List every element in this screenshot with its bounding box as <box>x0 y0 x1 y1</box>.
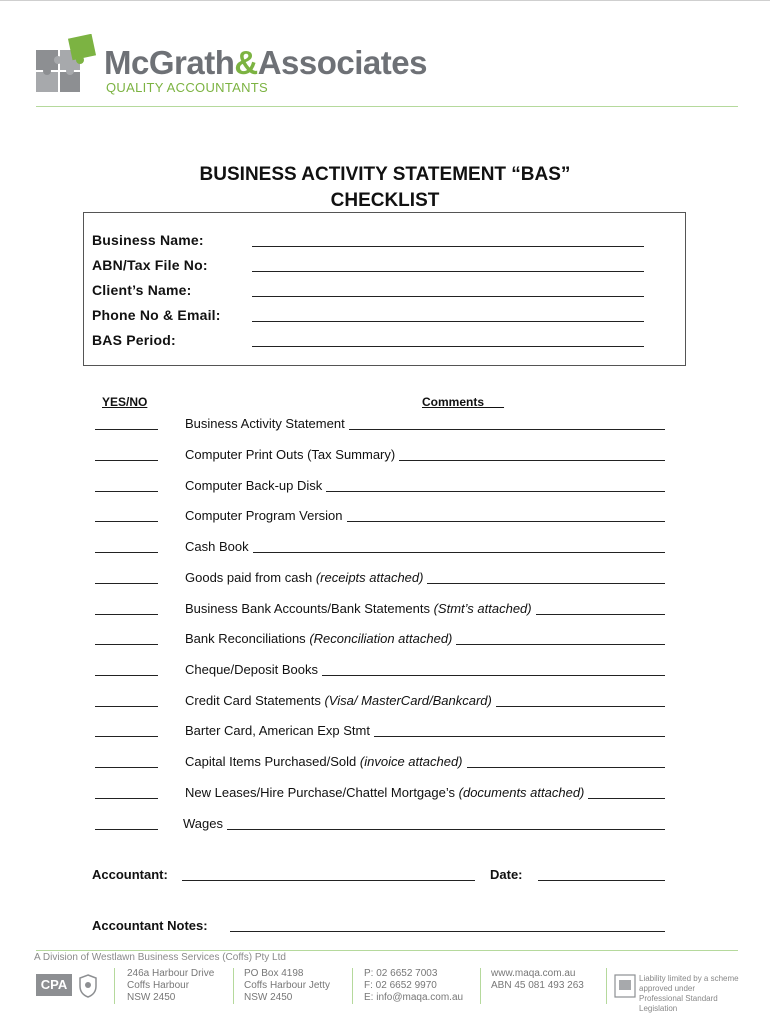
date-label: Date: <box>490 867 523 882</box>
item-name: Computer Program Version <box>185 508 343 523</box>
yes-no-column-header: YES/NO <box>102 395 148 409</box>
yes-no-field[interactable] <box>95 736 158 737</box>
item-note: (documents attached) <box>458 785 585 800</box>
client-name-field[interactable] <box>252 296 644 297</box>
item-name: Capital Items Purchased/Sold <box>185 754 357 769</box>
yes-no-field[interactable] <box>95 521 158 522</box>
document-title-line2: CHECKLIST <box>330 190 440 211</box>
client-name-label: Client’s Name: <box>92 282 192 298</box>
item-name: Barter Card, American Exp Stmt <box>185 723 370 738</box>
footer-col-divider <box>352 968 353 1004</box>
checklist-item-label <box>185 785 588 800</box>
item-name: Cash Book <box>185 539 249 554</box>
footer-contact: P: 02 6652 7003 F: 02 6652 9970 E: info@maqa.com.au <box>364 968 464 1003</box>
item-name: Goods paid from cash <box>185 570 313 585</box>
item-name: Computer Back-up Disk <box>185 478 323 493</box>
top-border <box>0 0 770 1</box>
accountant-label: Accountant: <box>92 867 168 882</box>
document-title-line1: BUSINESS ACTIVITY STATEMENT “BAS” <box>199 164 571 185</box>
yes-no-field[interactable] <box>95 706 158 707</box>
item-note: (receipts attached) <box>315 570 424 585</box>
item-name: Cheque/Deposit Books <box>185 662 318 677</box>
checklist-item-label <box>185 416 349 431</box>
checklist-item-label <box>185 508 347 523</box>
header-divider <box>36 106 738 107</box>
bas-period-label: BAS Period: <box>92 332 176 348</box>
yes-no-field[interactable] <box>95 429 158 430</box>
checklist-item-label <box>185 754 467 769</box>
item-note: (Reconciliation attached) <box>309 631 453 646</box>
item-name: Bank Reconciliations <box>185 631 306 646</box>
accountant-notes-field[interactable] <box>230 931 665 932</box>
footer-web-abn: www.maqa.com.au ABN 45 081 493 263 <box>491 968 584 991</box>
checklist-item-label <box>185 478 326 493</box>
footer-address: 246a Harbour Drive Coffs Harbour NSW 2450 <box>127 968 215 1003</box>
yes-no-field[interactable] <box>95 614 158 615</box>
item-name: Credit Card Statements <box>185 693 321 708</box>
yes-no-field[interactable] <box>95 583 158 584</box>
checklist-item-label <box>185 662 322 677</box>
checklist-item-label <box>183 816 227 831</box>
item-name: Business Activity Statement <box>185 416 345 431</box>
yes-no-field[interactable] <box>95 675 158 676</box>
accountant-notes-label: Accountant Notes: <box>92 918 208 933</box>
accountant-field[interactable] <box>182 880 475 881</box>
checklist-item-label <box>185 570 427 585</box>
comment-field[interactable] <box>185 552 665 553</box>
yes-no-field[interactable] <box>95 491 158 492</box>
yes-no-field[interactable] <box>95 644 158 645</box>
item-name: New Leases/Hire Purchase/Chattel Mortgage’s <box>185 785 456 800</box>
company-logo-text: McGrath&Associates <box>104 44 427 81</box>
item-note: (invoice attached) <box>359 754 463 769</box>
date-field[interactable] <box>538 880 665 881</box>
comments-column-header: Comments <box>422 395 485 409</box>
checklist-item-label <box>185 723 374 738</box>
cpa-logo: CPA <box>36 974 72 996</box>
phone-email-field[interactable] <box>252 321 644 322</box>
yes-no-field[interactable] <box>95 552 158 553</box>
yes-no-field[interactable] <box>95 798 158 799</box>
puzzle-logo-icon <box>34 34 102 96</box>
item-note: (Visa/ MasterCard/Bankcard) <box>324 693 492 708</box>
item-name: Wages <box>183 816 223 831</box>
abn-field[interactable] <box>252 271 644 272</box>
company-tagline: QUALITY ACCOUNTANTS <box>106 80 268 95</box>
footer-col-divider <box>233 968 234 1004</box>
business-name-field[interactable] <box>252 246 644 247</box>
checklist-item-label <box>185 539 253 554</box>
crest-icon <box>78 974 98 998</box>
bas-period-field[interactable] <box>252 346 644 347</box>
checklist-item-label <box>185 693 496 708</box>
checklist-item-label <box>185 631 456 646</box>
footer-col-divider <box>114 968 115 1004</box>
yes-no-field[interactable] <box>95 767 158 768</box>
footer-divider <box>36 950 738 951</box>
business-name-label: Business Name: <box>92 232 204 248</box>
phone-email-label: Phone No & Email: <box>92 307 221 323</box>
yes-no-field[interactable] <box>95 460 158 461</box>
footer-po-box: PO Box 4198 Coffs Harbour Jetty NSW 2450 <box>244 968 330 1003</box>
footer-col-divider <box>606 968 607 1004</box>
yes-no-field[interactable] <box>95 829 158 830</box>
item-name: Computer Print Outs (Tax Summary) <box>185 447 396 462</box>
standards-seal-icon <box>614 974 636 998</box>
division-text: A Division of Westlawn Business Services (Coffs) Pty Ltd <box>34 952 286 963</box>
footer-col-divider <box>480 968 481 1004</box>
comment-field[interactable] <box>183 829 665 830</box>
item-note: (Stmt’s attached) <box>433 601 532 616</box>
item-name: Business Bank Accounts/Bank Statements <box>185 601 430 616</box>
liability-statement: Liability limited by a scheme approved under Professional Standard Legislation <box>639 974 739 1013</box>
checklist-item-label <box>185 601 536 616</box>
abn-label: ABN/Tax File No: <box>92 257 208 273</box>
checklist-item-label <box>185 447 399 462</box>
